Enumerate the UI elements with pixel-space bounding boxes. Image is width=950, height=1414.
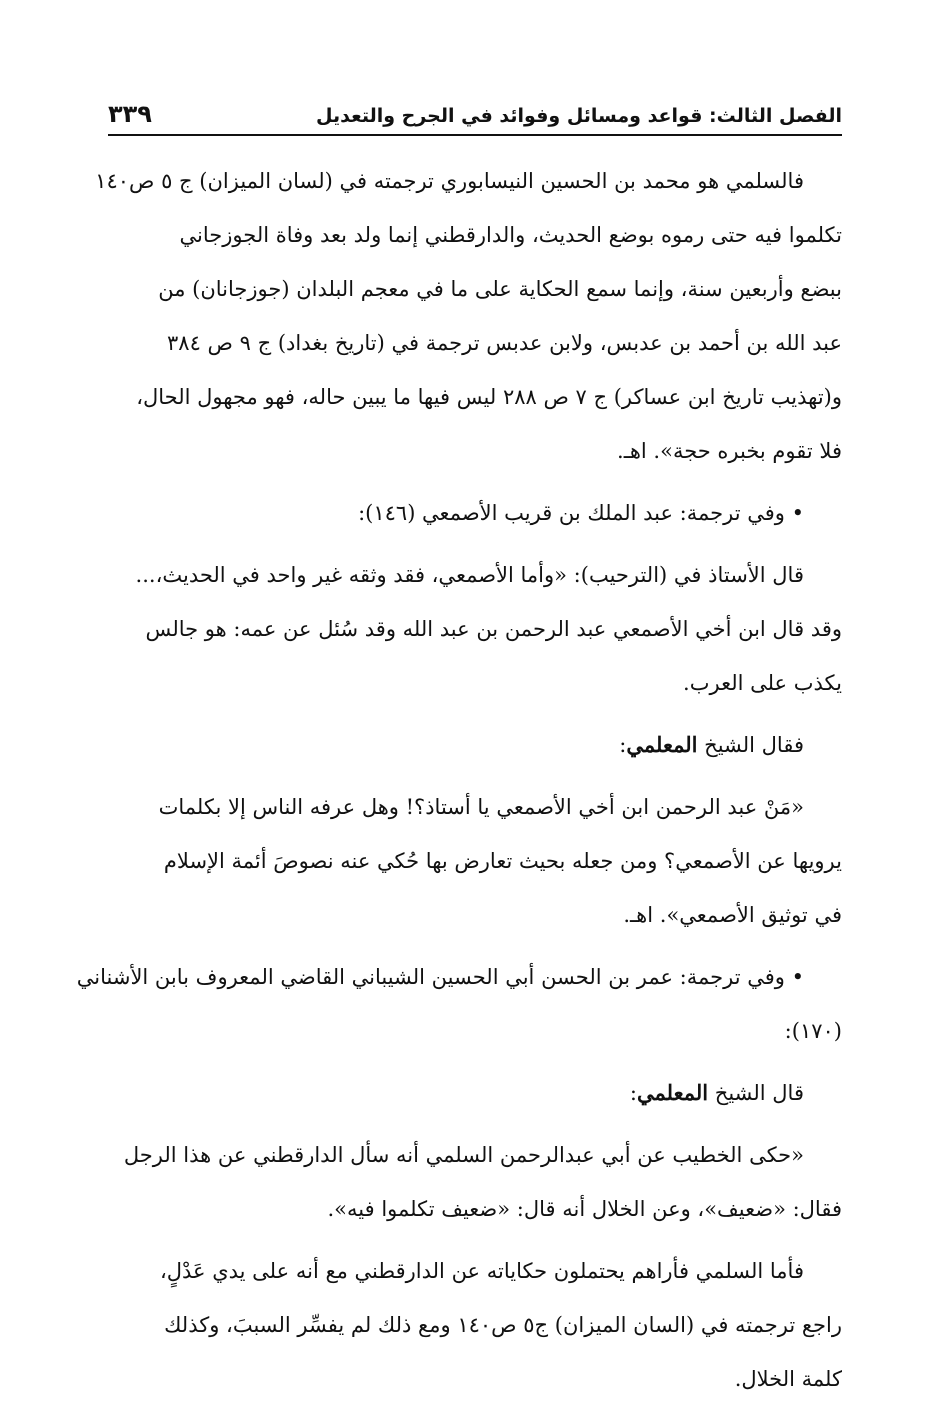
label-prefix: قال الشيخ [708, 1081, 804, 1105]
text-line [108, 1066, 842, 1120]
author-name: المعلمي [626, 732, 698, 757]
paragraph-ashnani-heading [76, 950, 842, 1058]
text-line: راجع ترجمته في (السان الميزان) ج٥ ص١٤٠ ومع ذلك لم يفسِّر السببَ، وكذلك [164, 1313, 842, 1337]
body-text [76, 154, 842, 1414]
label-prefix: فقال الشيخ [697, 733, 804, 757]
text-line: «مَنْ عبد الرحمن ابن أخي الأصمعي يا أستاذ؟! وهل عرفه الناس إلا بكلمات [158, 795, 804, 819]
text-line [108, 718, 842, 772]
text-line: • وفي ترجمة: عمر بن الحسن أبي الحسين الشيباني القاضي المعروف بابن الأشناني [76, 965, 804, 989]
text-line: كلمة الخلال. [734, 1367, 842, 1391]
label-suffix: : [629, 1081, 637, 1105]
paragraph-salami [95, 154, 842, 478]
page-number: ٣٣٩ [108, 100, 152, 128]
text-line: عبد الله بن أحمد بن عدبس، ولابن عدبس ترجمة في (تاريخ بغداد) ج ٩ ص ٣٨٤ [167, 331, 842, 355]
text-line: و(تهذيب تاريخ ابن عساكر) ج ٧ ص ٢٨٨ ليس فيها ما يبين حاله، فهو مجهول الحال، [136, 385, 842, 409]
text-line: وقد قال ابن أخي الأصمعي عبد الرحمن بن عبد الله وقد سُئل عن عمه: هو جالس [145, 617, 842, 641]
chapter-title: الفصل الثالث: قواعد ومسائل وفوائد في الجرح والتعديل [316, 105, 842, 127]
author-name: المعلمي [636, 1080, 709, 1105]
text-line: ببضع وأربعين سنة، وإنما سمع الحكاية على ما في معجم البلدان (جوزجانان) من [158, 277, 842, 301]
text-line: يكذب على العرب. [683, 671, 842, 695]
text-line: في توثيق الأصمعي». اهـ. [623, 903, 842, 927]
paragraph-ustadh-quote [108, 548, 842, 710]
text-line: فلا تقوم بخبره حجة». اهـ. [617, 439, 842, 463]
paragraph-salami-conclusion [108, 1244, 842, 1406]
text-line: «حكى الخطيب عن أبي عبدالرحمن السلمي أنه سأل الدارقطني عن هذا الرجل [123, 1143, 804, 1167]
paragraph-muallimi-label [108, 718, 842, 772]
label-suffix: : [619, 733, 627, 757]
text-line: فقال: «ضعيف»، وعن الخلال أنه قال: «ضعيف تكلموا فيه». [327, 1197, 842, 1221]
text-line: • وفي ترجمة: عبد الملك بن قريب الأصمعي (١٤٦): [358, 501, 804, 525]
paragraph-asmai-heading [108, 486, 842, 540]
text-line: (١٧٠): [784, 1019, 842, 1043]
page-header [108, 82, 842, 126]
header-divider [108, 134, 842, 136]
paragraph-muallimi-reply [108, 780, 842, 942]
text-line: فأما السلمي فأراهم يحتملون حكاياته عن الدارقطني مع أنه على يدي عَدْلٍ، [159, 1259, 804, 1283]
text-line: تكلموا فيه حتى رموه بوضع الحديث، والدارقطني إنما ولد بعد وفاة الجوزجاني [179, 223, 842, 247]
text-line: فالسلمي هو محمد بن الحسين النيسابوري ترجمته في (لسان الميزان) ج ٥ ص١٤٠ [95, 169, 804, 193]
paragraph-muallimi-label-2 [108, 1066, 842, 1120]
text-line: قال الأستاذ في (الترحيب): «وأما الأصمعي، فقد وثقه غير واحد في الحديث،... [135, 563, 804, 587]
text-line: يرويها عن الأصمعي؟ ومن جعله بحيث تعارض بها حُكي عنه نصوصَ أئمة الإسلام [163, 849, 842, 873]
paragraph-khatib-quote [108, 1128, 842, 1236]
